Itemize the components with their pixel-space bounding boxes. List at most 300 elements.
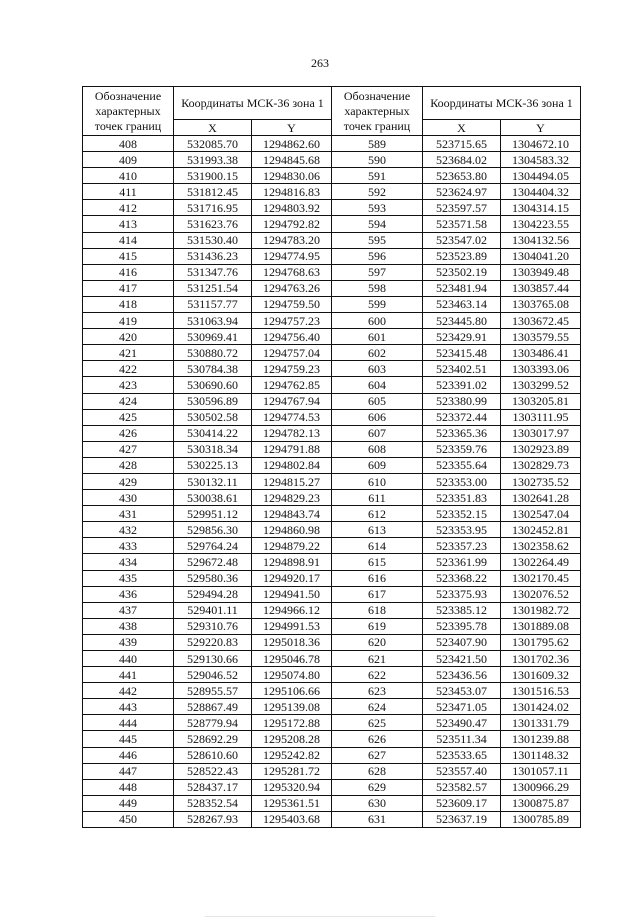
cell-point-left: 421 (83, 345, 174, 361)
cell-x-right: 523436.56 (423, 667, 501, 683)
cell-point-left: 445 (83, 731, 174, 747)
cell-point-right: 627 (332, 747, 423, 763)
cell-x-right: 523533.65 (423, 747, 501, 763)
table-row (83, 570, 581, 586)
cell-x-left: 529672.48 (174, 554, 252, 570)
cell-point-right: 605 (332, 393, 423, 409)
scan-artifact-line (205, 916, 435, 917)
cell-y-left: 1295139.08 (252, 699, 332, 715)
cell-y-right: 1301424.02 (501, 699, 581, 715)
cell-point-right: 597 (332, 264, 423, 280)
cell-point-left: 413 (83, 216, 174, 232)
table-row (83, 602, 581, 618)
header-coords-right: Координаты МСК-36 зона 1 (423, 87, 581, 120)
cell-y-right: 1302170.45 (501, 570, 581, 586)
cell-y-right: 1303579.55 (501, 329, 581, 345)
cell-point-left: 414 (83, 232, 174, 248)
cell-y-right: 1304672.10 (501, 136, 581, 152)
cell-x-right: 523523.89 (423, 248, 501, 264)
cell-y-right: 1301609.32 (501, 667, 581, 683)
cell-y-right: 1302547.04 (501, 506, 581, 522)
cell-x-left: 530880.72 (174, 345, 252, 361)
table-row (83, 699, 581, 715)
cell-x-right: 523361.99 (423, 554, 501, 570)
table-row (83, 731, 581, 747)
cell-y-right: 1303111.95 (501, 409, 581, 425)
cell-point-right: 626 (332, 731, 423, 747)
cell-y-left: 1294920.17 (252, 570, 332, 586)
cell-x-left: 528437.17 (174, 779, 252, 795)
cell-y-right: 1304223.55 (501, 216, 581, 232)
cell-x-left: 529220.83 (174, 634, 252, 650)
table-row (83, 409, 581, 425)
table-row (83, 393, 581, 409)
cell-point-left: 441 (83, 667, 174, 683)
cell-x-right: 523429.91 (423, 329, 501, 345)
table-body (83, 136, 581, 828)
cell-y-right: 1302358.62 (501, 538, 581, 554)
cell-y-left: 1294767.94 (252, 393, 332, 409)
cell-x-left: 529951.12 (174, 506, 252, 522)
cell-y-left: 1294816.83 (252, 184, 332, 200)
cell-y-left: 1295106.66 (252, 683, 332, 699)
cell-point-right: 589 (332, 136, 423, 152)
table-row (83, 747, 581, 763)
coordinates-table (82, 86, 581, 828)
cell-point-left: 429 (83, 473, 174, 489)
header-y-right: Y (501, 120, 581, 136)
cell-x-left: 529494.28 (174, 586, 252, 602)
cell-x-right: 523380.99 (423, 393, 501, 409)
cell-y-right: 1301331.79 (501, 715, 581, 731)
cell-y-left: 1294862.60 (252, 136, 332, 152)
table-row (83, 248, 581, 264)
cell-x-left: 531900.15 (174, 168, 252, 184)
cell-point-left: 419 (83, 313, 174, 329)
cell-x-left: 530038.61 (174, 490, 252, 506)
cell-y-right: 1301239.88 (501, 731, 581, 747)
cell-x-right: 523445.80 (423, 313, 501, 329)
cell-point-right: 621 (332, 651, 423, 667)
cell-point-right: 595 (332, 232, 423, 248)
cell-point-left: 422 (83, 361, 174, 377)
cell-y-right: 1303017.97 (501, 425, 581, 441)
cell-x-right: 523372.44 (423, 409, 501, 425)
cell-point-left: 416 (83, 264, 174, 280)
table-header-row (83, 87, 581, 120)
cell-y-left: 1295074.80 (252, 667, 332, 683)
cell-y-left: 1294756.40 (252, 329, 332, 345)
cell-x-right: 523609.17 (423, 795, 501, 811)
cell-point-left: 428 (83, 457, 174, 473)
cell-y-left: 1294898.91 (252, 554, 332, 570)
table-row (83, 200, 581, 216)
table-row (83, 586, 581, 602)
cell-x-left: 531347.76 (174, 264, 252, 280)
table-row (83, 506, 581, 522)
cell-x-right: 523391.02 (423, 377, 501, 393)
cell-y-left: 1294860.98 (252, 522, 332, 538)
cell-x-left: 531063.94 (174, 313, 252, 329)
cell-x-right: 523365.36 (423, 425, 501, 441)
cell-x-left: 529580.36 (174, 570, 252, 586)
cell-y-right: 1301148.32 (501, 747, 581, 763)
cell-y-right: 1303857.44 (501, 280, 581, 296)
cell-point-right: 613 (332, 522, 423, 538)
cell-x-right: 523359.76 (423, 441, 501, 457)
cell-point-right: 608 (332, 441, 423, 457)
cell-y-right: 1300785.89 (501, 811, 581, 827)
cell-x-right: 523547.02 (423, 232, 501, 248)
cell-point-right: 612 (332, 506, 423, 522)
header-x-right: X (423, 120, 501, 136)
cell-y-right: 1303299.52 (501, 377, 581, 393)
table-row (83, 457, 581, 473)
cell-x-right: 523571.58 (423, 216, 501, 232)
cell-point-right: 617 (332, 586, 423, 602)
cell-point-left: 448 (83, 779, 174, 795)
cell-y-left: 1294763.26 (252, 280, 332, 296)
cell-point-left: 425 (83, 409, 174, 425)
cell-point-right: 609 (332, 457, 423, 473)
cell-x-right: 523715.65 (423, 136, 501, 152)
cell-point-left: 447 (83, 763, 174, 779)
cell-point-right: 631 (332, 811, 423, 827)
cell-x-right: 523355.64 (423, 457, 501, 473)
cell-y-left: 1294768.63 (252, 264, 332, 280)
cell-x-right: 523582.57 (423, 779, 501, 795)
table-row (83, 779, 581, 795)
cell-point-left: 443 (83, 699, 174, 715)
cell-y-right: 1303949.48 (501, 264, 581, 280)
cell-point-left: 440 (83, 651, 174, 667)
cell-x-right: 523407.90 (423, 634, 501, 650)
table-row (83, 715, 581, 731)
cell-point-left: 417 (83, 280, 174, 296)
cell-x-left: 529130.66 (174, 651, 252, 667)
cell-y-right: 1302923.89 (501, 441, 581, 457)
cell-x-left: 529856.30 (174, 522, 252, 538)
cell-x-left: 530596.89 (174, 393, 252, 409)
cell-point-right: 591 (332, 168, 423, 184)
cell-y-right: 1302735.52 (501, 473, 581, 489)
cell-point-right: 622 (332, 667, 423, 683)
cell-point-right: 616 (332, 570, 423, 586)
cell-point-left: 432 (83, 522, 174, 538)
cell-y-left: 1294759.50 (252, 296, 332, 312)
cell-point-left: 438 (83, 618, 174, 634)
cell-point-left: 436 (83, 586, 174, 602)
cell-x-right: 523684.02 (423, 152, 501, 168)
cell-y-left: 1295242.82 (252, 747, 332, 763)
cell-y-left: 1294815.27 (252, 473, 332, 489)
cell-x-left: 528522.43 (174, 763, 252, 779)
cell-x-left: 530414.22 (174, 425, 252, 441)
cell-y-left: 1294830.06 (252, 168, 332, 184)
cell-y-right: 1301057.11 (501, 763, 581, 779)
cell-y-left: 1294759.23 (252, 361, 332, 377)
cell-y-right: 1303672.45 (501, 313, 581, 329)
cell-x-right: 523351.83 (423, 490, 501, 506)
cell-y-left: 1294803.92 (252, 200, 332, 216)
cell-x-right: 523471.05 (423, 699, 501, 715)
cell-y-right: 1302076.52 (501, 586, 581, 602)
cell-y-right: 1303486.41 (501, 345, 581, 361)
cell-point-right: 594 (332, 216, 423, 232)
cell-y-right: 1304404.32 (501, 184, 581, 200)
cell-y-left: 1294783.20 (252, 232, 332, 248)
cell-point-right: 606 (332, 409, 423, 425)
header-designation-right: Обозначение характерных точек границ (332, 87, 423, 136)
cell-x-right: 523402.51 (423, 361, 501, 377)
cell-x-left: 528867.49 (174, 699, 252, 715)
table-row (83, 441, 581, 457)
cell-y-right: 1300875.87 (501, 795, 581, 811)
cell-x-right: 523481.94 (423, 280, 501, 296)
cell-y-left: 1295281.72 (252, 763, 332, 779)
cell-point-right: 590 (332, 152, 423, 168)
cell-x-left: 531716.95 (174, 200, 252, 216)
table-row (83, 522, 581, 538)
cell-point-right: 628 (332, 763, 423, 779)
cell-x-right: 523502.19 (423, 264, 501, 280)
cell-point-right: 620 (332, 634, 423, 650)
cell-x-right: 523557.40 (423, 763, 501, 779)
cell-y-left: 1294774.53 (252, 409, 332, 425)
cell-x-right: 523385.12 (423, 602, 501, 618)
cell-x-left: 530784.38 (174, 361, 252, 377)
table-row (83, 554, 581, 570)
cell-point-right: 593 (332, 200, 423, 216)
header-coords-left: Координаты МСК-36 зона 1 (174, 87, 332, 120)
table-row (83, 425, 581, 441)
cell-point-left: 439 (83, 634, 174, 650)
cell-x-right: 523353.95 (423, 522, 501, 538)
cell-y-left: 1295320.94 (252, 779, 332, 795)
cell-point-left: 420 (83, 329, 174, 345)
header-designation-left: Обозначение характерных точек границ (83, 87, 174, 136)
cell-y-right: 1303765.08 (501, 296, 581, 312)
cell-y-right: 1304314.15 (501, 200, 581, 216)
cell-y-left: 1294792.82 (252, 216, 332, 232)
page-number: 263 (311, 56, 329, 70)
cell-point-left: 410 (83, 168, 174, 184)
cell-point-left: 411 (83, 184, 174, 200)
cell-point-left: 412 (83, 200, 174, 216)
table-row (83, 667, 581, 683)
table-row (83, 264, 581, 280)
cell-y-left: 1294774.95 (252, 248, 332, 264)
cell-x-left: 530690.60 (174, 377, 252, 393)
cell-point-left: 424 (83, 393, 174, 409)
cell-y-left: 1294791.88 (252, 441, 332, 457)
cell-x-left: 528267.93 (174, 811, 252, 827)
cell-x-left: 529310.76 (174, 618, 252, 634)
cell-point-left: 446 (83, 747, 174, 763)
cell-x-left: 528610.60 (174, 747, 252, 763)
cell-point-left: 435 (83, 570, 174, 586)
cell-point-right: 599 (332, 296, 423, 312)
cell-point-left: 450 (83, 811, 174, 827)
table-row (83, 795, 581, 811)
cell-point-right: 607 (332, 425, 423, 441)
table-row (83, 296, 581, 312)
cell-point-left: 426 (83, 425, 174, 441)
table-row (83, 683, 581, 699)
cell-point-right: 602 (332, 345, 423, 361)
cell-point-left: 434 (83, 554, 174, 570)
table-row (83, 377, 581, 393)
cell-y-right: 1302641.28 (501, 490, 581, 506)
cell-point-right: 618 (332, 602, 423, 618)
table-row (83, 634, 581, 650)
table-row (83, 361, 581, 377)
cell-x-right: 523453.07 (423, 683, 501, 699)
cell-y-left: 1294762.85 (252, 377, 332, 393)
cell-y-right: 1300966.29 (501, 779, 581, 795)
cell-point-right: 610 (332, 473, 423, 489)
cell-x-left: 531993.38 (174, 152, 252, 168)
table-row (83, 168, 581, 184)
table-row (83, 313, 581, 329)
cell-y-left: 1294757.04 (252, 345, 332, 361)
cell-x-left: 528955.57 (174, 683, 252, 699)
cell-point-left: 431 (83, 506, 174, 522)
cell-point-left: 442 (83, 683, 174, 699)
cell-x-left: 528352.54 (174, 795, 252, 811)
cell-point-right: 598 (332, 280, 423, 296)
cell-point-right: 592 (332, 184, 423, 200)
cell-y-left: 1295208.28 (252, 731, 332, 747)
cell-x-left: 531436.23 (174, 248, 252, 264)
table-row (83, 811, 581, 827)
cell-x-left: 528692.29 (174, 731, 252, 747)
cell-y-right: 1301702.36 (501, 651, 581, 667)
cell-y-left: 1294802.84 (252, 457, 332, 473)
cell-y-left: 1295046.78 (252, 651, 332, 667)
cell-y-right: 1301889.08 (501, 618, 581, 634)
cell-y-left: 1295361.51 (252, 795, 332, 811)
cell-y-left: 1294829.23 (252, 490, 332, 506)
cell-y-right: 1304132.56 (501, 232, 581, 248)
cell-x-right: 523463.14 (423, 296, 501, 312)
cell-point-right: 615 (332, 554, 423, 570)
table-row (83, 184, 581, 200)
cell-y-right: 1301982.72 (501, 602, 581, 618)
cell-x-left: 529046.52 (174, 667, 252, 683)
cell-y-right: 1304583.32 (501, 152, 581, 168)
cell-y-left: 1294845.68 (252, 152, 332, 168)
cell-x-left: 531530.40 (174, 232, 252, 248)
cell-point-left: 430 (83, 490, 174, 506)
cell-y-right: 1303393.06 (501, 361, 581, 377)
cell-point-right: 603 (332, 361, 423, 377)
table-row (83, 763, 581, 779)
cell-point-right: 630 (332, 795, 423, 811)
table-row (83, 216, 581, 232)
cell-y-left: 1294843.74 (252, 506, 332, 522)
cell-point-left: 409 (83, 152, 174, 168)
cell-point-right: 625 (332, 715, 423, 731)
cell-x-right: 523490.47 (423, 715, 501, 731)
cell-point-right: 604 (332, 377, 423, 393)
cell-x-left: 530502.58 (174, 409, 252, 425)
cell-y-left: 1294782.13 (252, 425, 332, 441)
cell-x-left: 530969.41 (174, 329, 252, 345)
cell-y-right: 1301795.62 (501, 634, 581, 650)
cell-x-left: 531812.45 (174, 184, 252, 200)
cell-x-left: 531623.76 (174, 216, 252, 232)
cell-x-right: 523597.57 (423, 200, 501, 216)
cell-x-right: 523375.93 (423, 586, 501, 602)
table-row (83, 136, 581, 152)
cell-point-right: 629 (332, 779, 423, 795)
cell-y-right: 1303205.81 (501, 393, 581, 409)
cell-x-left: 530225.13 (174, 457, 252, 473)
cell-x-right: 523395.78 (423, 618, 501, 634)
table-row (83, 538, 581, 554)
cell-y-left: 1295018.36 (252, 634, 332, 650)
table-row (83, 345, 581, 361)
table-row (83, 152, 581, 168)
table-row (83, 473, 581, 489)
cell-x-right: 523653.80 (423, 168, 501, 184)
cell-x-right: 523415.48 (423, 345, 501, 361)
cell-y-right: 1304494.05 (501, 168, 581, 184)
cell-y-right: 1302264.49 (501, 554, 581, 570)
cell-point-left: 415 (83, 248, 174, 264)
cell-x-left: 531251.54 (174, 280, 252, 296)
cell-y-left: 1294757.23 (252, 313, 332, 329)
cell-point-left: 408 (83, 136, 174, 152)
cell-x-left: 532085.70 (174, 136, 252, 152)
cell-y-right: 1301516.53 (501, 683, 581, 699)
cell-x-left: 529401.11 (174, 602, 252, 618)
cell-point-left: 427 (83, 441, 174, 457)
cell-x-left: 530132.11 (174, 473, 252, 489)
cell-y-right: 1304041.20 (501, 248, 581, 264)
cell-y-right: 1302829.73 (501, 457, 581, 473)
cell-y-left: 1294991.53 (252, 618, 332, 634)
cell-point-left: 433 (83, 538, 174, 554)
table-row (83, 651, 581, 667)
cell-x-right: 523357.23 (423, 538, 501, 554)
table-row (83, 280, 581, 296)
header-x-left: X (174, 120, 252, 136)
cell-x-right: 523353.00 (423, 473, 501, 489)
cell-x-right: 523421.50 (423, 651, 501, 667)
cell-x-right: 523352.15 (423, 506, 501, 522)
cell-x-left: 528779.94 (174, 715, 252, 731)
cell-point-right: 619 (332, 618, 423, 634)
cell-x-left: 529764.24 (174, 538, 252, 554)
cell-point-right: 611 (332, 490, 423, 506)
cell-point-right: 624 (332, 699, 423, 715)
cell-y-right: 1302452.81 (501, 522, 581, 538)
cell-point-left: 423 (83, 377, 174, 393)
cell-x-right: 523637.19 (423, 811, 501, 827)
cell-point-left: 449 (83, 795, 174, 811)
cell-point-left: 444 (83, 715, 174, 731)
cell-x-right: 523511.34 (423, 731, 501, 747)
cell-y-left: 1295403.68 (252, 811, 332, 827)
cell-x-right: 523368.22 (423, 570, 501, 586)
cell-y-left: 1294941.50 (252, 586, 332, 602)
cell-x-right: 523624.97 (423, 184, 501, 200)
cell-x-left: 530318.34 (174, 441, 252, 457)
cell-y-left: 1294879.22 (252, 538, 332, 554)
cell-point-right: 614 (332, 538, 423, 554)
